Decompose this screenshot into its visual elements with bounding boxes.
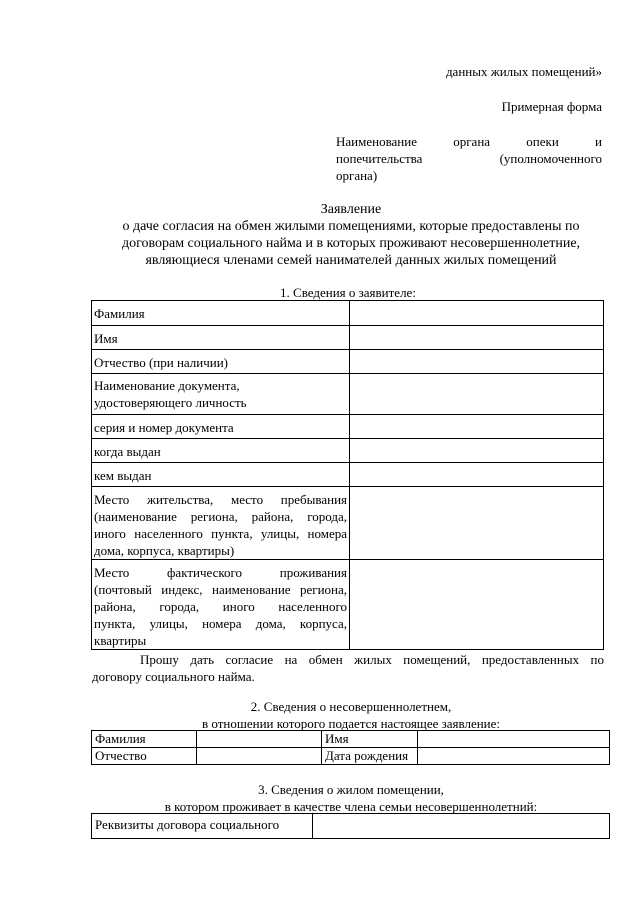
table-row: [92, 560, 604, 650]
table-row: [92, 748, 610, 765]
title-line: договорам социального найма и в которых проживают несовершеннолетние,: [121, 236, 581, 251]
table-row: [92, 374, 604, 415]
section1-title: 1. Сведения о заявителе:: [280, 285, 416, 300]
value-cell[interactable]: [350, 560, 604, 650]
value-cell[interactable]: [350, 326, 604, 350]
title-line: являющиеся членами семей нанимателей данных жилых помещений: [145, 253, 557, 268]
title-heading: Заявление: [320, 202, 382, 217]
section3-title-line: в котором проживает в качестве члена семьи несовершеннолетний:: [164, 799, 538, 814]
dwelling-table: [91, 813, 610, 839]
section3-title-line: 3. Сведения о жилом помещении,: [258, 782, 444, 797]
label-line: дома, корпуса, квартиры): [94, 543, 235, 558]
label-line: квартиры: [94, 633, 147, 648]
organ-line: Наименование органа опеки и: [336, 134, 602, 149]
field-label: [92, 374, 350, 415]
value-cell[interactable]: [350, 463, 604, 487]
document-title: [92, 201, 610, 269]
value-cell[interactable]: [418, 748, 610, 765]
field-label: Имя: [92, 326, 350, 350]
field-label: серия и номер документа: [92, 415, 350, 439]
section2-title: [92, 698, 610, 732]
value-cell[interactable]: [313, 814, 610, 839]
header-top-line: данных жилых помещений»: [445, 64, 602, 79]
field-label: Отчество: [92, 748, 197, 765]
table-row: [92, 487, 604, 560]
table-row: [92, 814, 610, 839]
label-line: Место жительства, место пребывания: [94, 492, 347, 507]
value-cell[interactable]: [418, 731, 610, 748]
minor-table: [91, 730, 610, 765]
value-cell[interactable]: [350, 350, 604, 374]
field-label: кем выдан: [92, 463, 350, 487]
field-label: Реквизиты договора социального: [92, 814, 313, 839]
request-line: договору социального найма.: [92, 669, 255, 684]
section3-title: [92, 781, 610, 815]
field-label: Фамилия: [92, 301, 350, 326]
field-label: Фамилия: [92, 731, 197, 748]
label-line: удостоверяющего личность: [94, 395, 247, 410]
table-row: [92, 415, 604, 439]
table-row: [92, 301, 604, 326]
field-label: Дата рождения: [322, 748, 418, 765]
table-row: [92, 439, 604, 463]
request-paragraph: [92, 651, 604, 685]
value-cell[interactable]: [197, 731, 322, 748]
label-line: пункта, улицы, номера дома, корпуса,: [94, 616, 347, 631]
form-label: Примерная форма: [501, 99, 602, 114]
field-label: [92, 487, 350, 560]
label-line: (почтовый индекс, наименование региона,: [94, 582, 347, 597]
value-cell[interactable]: [350, 301, 604, 326]
value-cell[interactable]: [350, 439, 604, 463]
field-label: Имя: [322, 731, 418, 748]
value-cell[interactable]: [350, 374, 604, 415]
label-line: района, города, иного населенного: [94, 599, 347, 614]
label-line: Место фактического проживания: [94, 565, 347, 580]
label-line: иного населенного пункта, улицы, номера: [94, 526, 347, 541]
field-label: когда выдан: [92, 439, 350, 463]
section2-title-line: в отношении которого подается настоящее заявление:: [201, 716, 501, 731]
field-label: [92, 560, 350, 650]
organ-line: попечительства (уполномоченного: [336, 151, 602, 166]
label-line: Наименование документа,: [94, 378, 240, 393]
table-row: [92, 731, 610, 748]
request-line: Прошу дать согласие на обмен жилых помещений, предоставленных по: [140, 652, 604, 667]
organ-name-block: [336, 133, 602, 184]
field-label: Отчество (при наличии): [92, 350, 350, 374]
value-cell[interactable]: [350, 487, 604, 560]
table-row: [92, 326, 604, 350]
title-line: о даче согласия на обмен жилыми помещениями, которые предоставлены по: [122, 219, 580, 234]
section2-title-line: 2. Сведения о несовершеннолетнем,: [250, 699, 452, 714]
table-row: [92, 350, 604, 374]
value-cell[interactable]: [350, 415, 604, 439]
table-row: [92, 463, 604, 487]
organ-line: органа): [336, 168, 378, 183]
value-cell[interactable]: [197, 748, 322, 765]
applicant-table: [91, 300, 604, 650]
label-line: (наименование региона, района, города,: [94, 509, 347, 524]
